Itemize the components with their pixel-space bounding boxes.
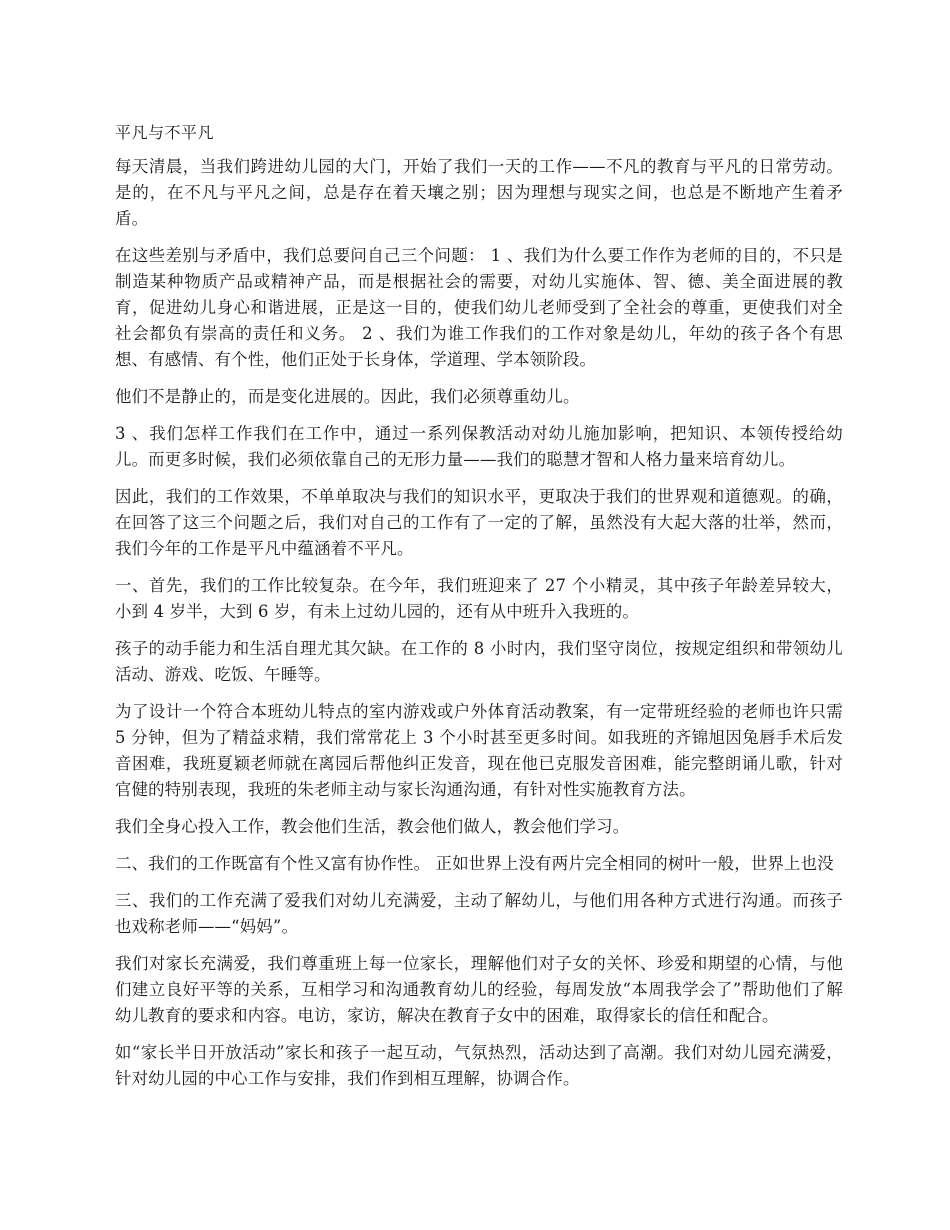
document-title: 平凡与不平凡 bbox=[115, 123, 215, 142]
paragraph: 3 、我们怎样工作我们在工作中，通过一系列保教活动对幼儿施加影响，把知识、本领传授给幼儿。而更多时候，我们必须依靠自己的无形力量——我们的聪慧才智和人格力量来培育幼儿。 bbox=[115, 424, 843, 469]
paragraph: 二、我们的工作既富有个性又富有协作性。 正如世界上没有两片完全相同的树叶一般，世界上也没 bbox=[115, 854, 834, 873]
document-page bbox=[115, 120, 843, 1103]
paragraph: 因此，我们的工作效果，不单单取决与我们的知识水平，更取决于我们的世界观和道德观。的确，在回答了这三个问题之后，我们对自己的工作有了一定的了解，虽然没有大起大落的壮举，然而，我们今年的工作是平凡中蕴涵着不平凡。 bbox=[115, 487, 843, 558]
paragraph: 在这些差别与矛盾中，我们总要问自己三个问题： 1 、我们为什么要工作作为老师的目的，不只是制造某种物质产品或精神产品，而是根据社会的需要，对幼儿实施体、智、德、美全面进展的教育，促进幼儿身心和谐进展，正是这一目的，使我们幼儿老师受到了全社会的尊重，更使我们对全社会都负有崇高的责任和义务。 2 、我们为谁工作我们的工作对象是幼儿，年幼的孩子各个有思想、有感情、有个性，他们正处于长身体，学道理、学本领阶段。 bbox=[115, 246, 843, 369]
paragraph: 孩子的动手能力和生活自理尤其欠缺。在工作的 8 小时内，我们坚守岗位，按规定组织和带领幼儿活动、游戏、吃饭、午睡等。 bbox=[115, 639, 843, 684]
paragraph: 三、我们的工作充满了爱我们对幼儿充满爱，主动了解幼儿，与他们用各种方式进行沟通。而孩子也戏称老师——“妈妈”。 bbox=[115, 891, 843, 936]
paragraph: 为了设计一个符合本班幼儿特点的室内游戏或户外体育活动教案，有一定带班经验的老师也许只需 5 分钟，但为了精益求精，我们常常花上 3 个小时甚至更多时间。如我班的齐锦旭因兔唇手术后发音困难，我班夏颖老师就在离园后帮他纠正发音，现在他已克服发音困难，能完整朗诵儿歌，针对官健的特别表现，我班的朱老师主动与家长沟通沟通，有针对性实施教育方法。 bbox=[115, 702, 843, 799]
paragraph: 一、首先，我们的工作比较复杂。在今年，我们班迎来了 27 个小精灵，其中孩子年龄差异较大，小到 4 岁半，大到 6 岁，有未上过幼儿园的，还有从中班升入我班的。 bbox=[115, 576, 843, 621]
paragraph: 我们对家长充满爱，我们尊重班上每一位家长，理解他们对子女的关怀、珍爱和期望的心情，与他们建立良好平等的关系，互相学习和沟通教育幼儿的经验，每周发放“本周我学会了”帮助他们了解幼儿教育的要求和内容。电访，家访，解决在教育子女中的困难，取得家长的信任和配合。 bbox=[115, 954, 843, 1025]
paragraph: 他们不是静止的，而是变化进展的。因此，我们必须尊重幼儿。 bbox=[115, 387, 580, 406]
paragraph: 我们全身心投入工作，教会他们生活，教会他们做人，教会他们学习。 bbox=[115, 817, 630, 836]
paragraph: 如“家长半日开放活动”家长和孩子一起互动，气氛热烈，活动达到了高潮。我们对幼儿园充满爱，针对幼儿园的中心工作与安排，我们作到相互理解，协调合作。 bbox=[115, 1043, 843, 1088]
paragraph: 每天清晨，当我们跨进幼儿园的大门，开始了我们一天的工作——不凡的教育与平凡的日常劳动。是的，在不凡与平凡之间，总是存在着天壤之别；因为理想与现实之间，也总是不断地产生着矛盾。 bbox=[115, 157, 843, 228]
